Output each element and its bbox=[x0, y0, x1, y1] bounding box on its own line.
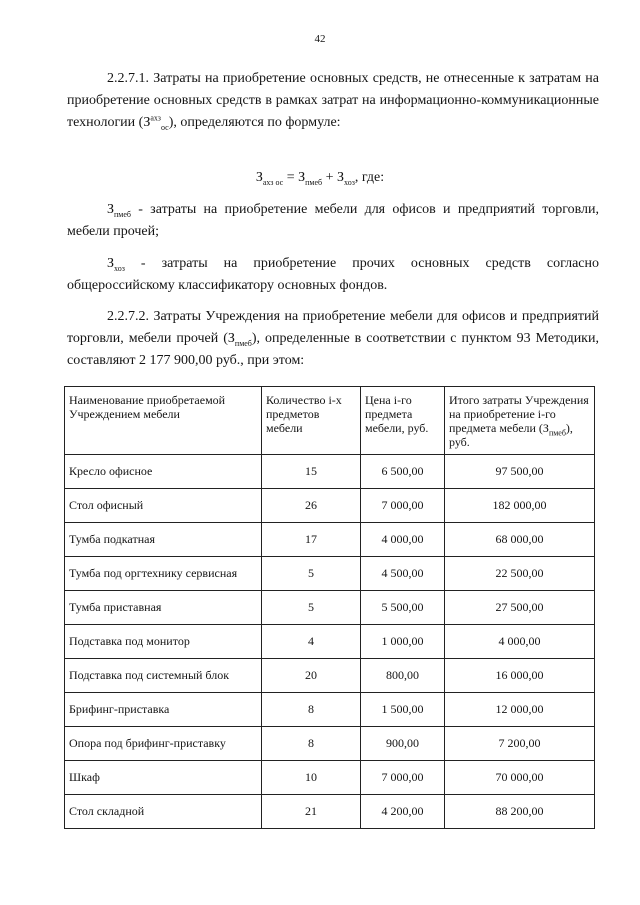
cell-quantity: 8 bbox=[262, 727, 361, 761]
cell-total: 68 000,00 bbox=[445, 523, 595, 557]
cell-price: 800,00 bbox=[361, 659, 445, 693]
paragraph-2-2-7-2: 2.2.7.2. Затраты Учреждения на приобретение мебели для офисов и предприятий торговли, мебели прочей $(З_{пмеб})$, определенные в соответствии с пунктом 93 Методики, составляют 2 177 900,00 руб., при этом: bbox=[67, 309, 599, 368]
cell-item-name: Брифинг-приставка bbox=[65, 693, 262, 727]
cell-item-name: Тумба подкатная bbox=[65, 523, 262, 557]
cell-total: 88 200,00 bbox=[445, 795, 595, 829]
cell-quantity: 20 bbox=[262, 659, 361, 693]
cell-quantity: 5 bbox=[262, 557, 361, 591]
cell-price: 1 500,00 bbox=[361, 693, 445, 727]
cell-price: 4 200,00 bbox=[361, 795, 445, 829]
cell-price: 4 500,00 bbox=[361, 557, 445, 591]
cell-item-name: Подставка под монитор bbox=[65, 625, 262, 659]
header-quantity: Количество i-х предметов мебели bbox=[262, 387, 361, 455]
cell-total: 16 000,00 bbox=[445, 659, 595, 693]
cell-price: 900,00 bbox=[361, 727, 445, 761]
table-row bbox=[65, 455, 595, 489]
page-number: 42 bbox=[314, 33, 326, 45]
table-row bbox=[65, 795, 595, 829]
cell-item-name: Подставка под системный блок bbox=[65, 659, 262, 693]
table-header-row bbox=[65, 387, 595, 455]
definition-zpmeb: $З_{пмеб}$ - затраты на приобретение мебели для офисов и предприятий торговли, мебели прочей; bbox=[67, 202, 599, 239]
cell-total: 97 500,00 bbox=[445, 455, 595, 489]
formula: $З_{ахз ос} = З_{пмеб} + З_{хоз}$, где: bbox=[255, 170, 385, 187]
cell-item-name: Тумба под оргтехнику сервисная bbox=[65, 557, 262, 591]
table-row bbox=[65, 693, 595, 727]
cell-quantity: 4 bbox=[262, 625, 361, 659]
cell-price: 4 000,00 bbox=[361, 523, 445, 557]
cell-price: 7 000,00 bbox=[361, 761, 445, 795]
table-row bbox=[65, 489, 595, 523]
cell-quantity: 15 bbox=[262, 455, 361, 489]
table-row bbox=[65, 557, 595, 591]
cell-item-name: Опора под брифинг-приставку bbox=[65, 727, 262, 761]
cell-total: 7 200,00 bbox=[445, 727, 595, 761]
cell-total: 70 000,00 bbox=[445, 761, 595, 795]
cell-quantity: 10 bbox=[262, 761, 361, 795]
header-total: Итого затраты Учреждения на приобретение i-го предмета мебели $(З_{пмеб})$, руб. bbox=[445, 387, 595, 455]
cell-price: 6 500,00 bbox=[361, 455, 445, 489]
cell-price: 1 000,00 bbox=[361, 625, 445, 659]
paragraph-2-2-7-1: 2.2.7.1. Затраты на приобретение основных средств, не отнесенные к затратам на приобретение основных средств в рамках затрат на информационно-коммуникационные технологии $(З^{ахз}_{ос})$, определяются по формуле: bbox=[67, 71, 599, 132]
cell-total: 4 000,00 bbox=[445, 625, 595, 659]
cell-total: 27 500,00 bbox=[445, 591, 595, 625]
header-price: Цена i-го предмета мебели, руб. bbox=[361, 387, 445, 455]
cell-item-name: Кресло офисное bbox=[65, 455, 262, 489]
cell-total: 182 000,00 bbox=[445, 489, 595, 523]
cell-item-name: Тумба приставная bbox=[65, 591, 262, 625]
table-row bbox=[65, 761, 595, 795]
cell-item-name: Стол офисный bbox=[65, 489, 262, 523]
cell-quantity: 8 bbox=[262, 693, 361, 727]
table-row bbox=[65, 727, 595, 761]
header-item-name: Наименование приобретаемой Учреждением мебели bbox=[65, 387, 262, 455]
cell-item-name: Стол складной bbox=[65, 795, 262, 829]
cell-price: 5 500,00 bbox=[361, 591, 445, 625]
cell-quantity: 5 bbox=[262, 591, 361, 625]
cell-total: 22 500,00 bbox=[445, 557, 595, 591]
cell-quantity: 21 bbox=[262, 795, 361, 829]
table-row bbox=[65, 591, 595, 625]
table-row bbox=[65, 523, 595, 557]
cell-item-name: Шкаф bbox=[65, 761, 262, 795]
cell-quantity: 17 bbox=[262, 523, 361, 557]
cell-quantity: 26 bbox=[262, 489, 361, 523]
cell-price: 7 000,00 bbox=[361, 489, 445, 523]
definition-zhoz: $З_{хоз}$ - затраты на приобретение прочих основных средств согласно общероссийскому классификатору основных фондов. bbox=[67, 256, 599, 293]
table-row bbox=[65, 625, 595, 659]
cell-total: 12 000,00 bbox=[445, 693, 595, 727]
furniture-cost-table bbox=[64, 386, 595, 829]
table-row bbox=[65, 659, 595, 693]
